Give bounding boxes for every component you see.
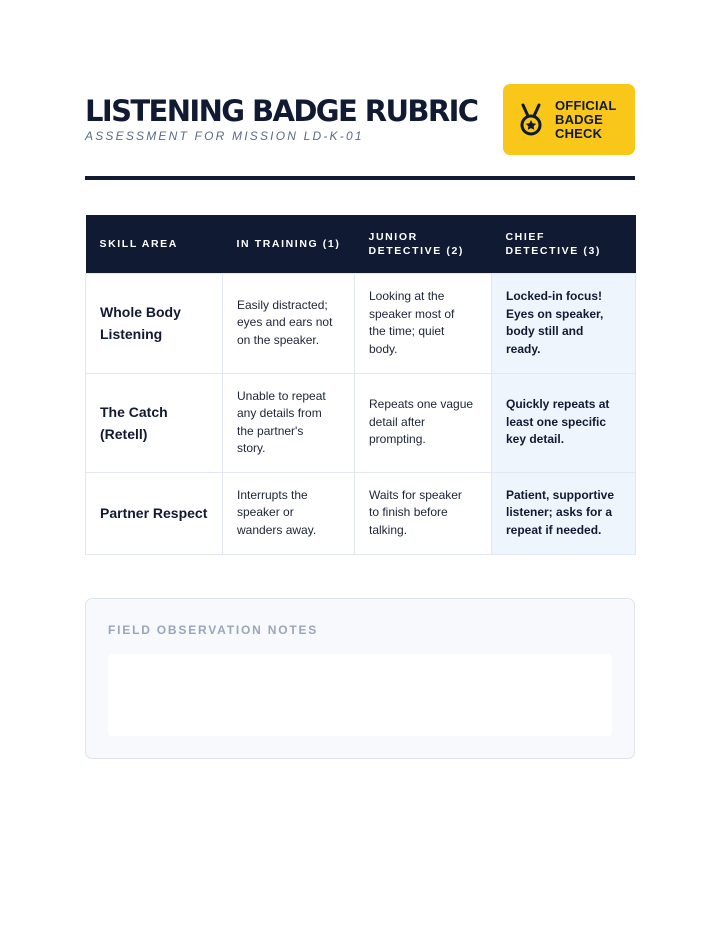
junior-cell: Waits for speaker to finish before talking. [355, 472, 492, 554]
header-divider [85, 176, 635, 180]
column-header-junior-detective: JUNIOR DETECTIVE (2) [355, 215, 492, 273]
field-observation-notes [85, 598, 635, 759]
table-row [86, 273, 636, 373]
medal-icon [517, 103, 545, 137]
column-header-chief-detective: CHIEF DETECTIVE (3) [492, 215, 636, 273]
badge-text: OFFICIAL BADGE CHECK [555, 97, 617, 141]
skill-area-cell: Partner Respect [86, 472, 223, 554]
notes-label: FIELD OBSERVATION NOTES [108, 623, 319, 637]
page-subtitle: ASSESSMENT FOR MISSION LD-K-01 [85, 129, 364, 143]
junior-cell: Repeats one vague detail after prompting. [355, 373, 492, 472]
table-row [86, 373, 636, 472]
column-header-in-training: IN TRAINING (1) [223, 215, 355, 273]
page-header [85, 84, 635, 156]
chief-cell: Quickly repeats at least one specific key detail. [492, 373, 636, 472]
chief-cell: Patient, supportive listener; asks for a repeat if needed. [492, 472, 636, 554]
rubric-table [85, 215, 636, 555]
column-header-skill-area: SKILL AREA [86, 215, 223, 273]
skill-area-cell: The Catch (Retell) [86, 373, 223, 472]
training-cell: Easily distracted; eyes and ears not on the speaker. [223, 273, 355, 373]
chief-cell: Locked-in focus! Eyes on speaker, body still and ready. [492, 273, 636, 373]
training-cell: Unable to repeat any details from the partner's story. [223, 373, 355, 472]
training-cell: Interrupts the speaker or wanders away. [223, 472, 355, 554]
skill-area-cell: Whole Body Listening [86, 273, 223, 373]
page-title: LISTENING BADGE RUBRIC [85, 94, 478, 128]
table-header-row [86, 215, 636, 273]
junior-cell: Looking at the speaker most of the time; quiet body. [355, 273, 492, 373]
table-row [86, 472, 636, 554]
notes-input-area[interactable] [108, 654, 612, 736]
official-badge [503, 84, 635, 155]
